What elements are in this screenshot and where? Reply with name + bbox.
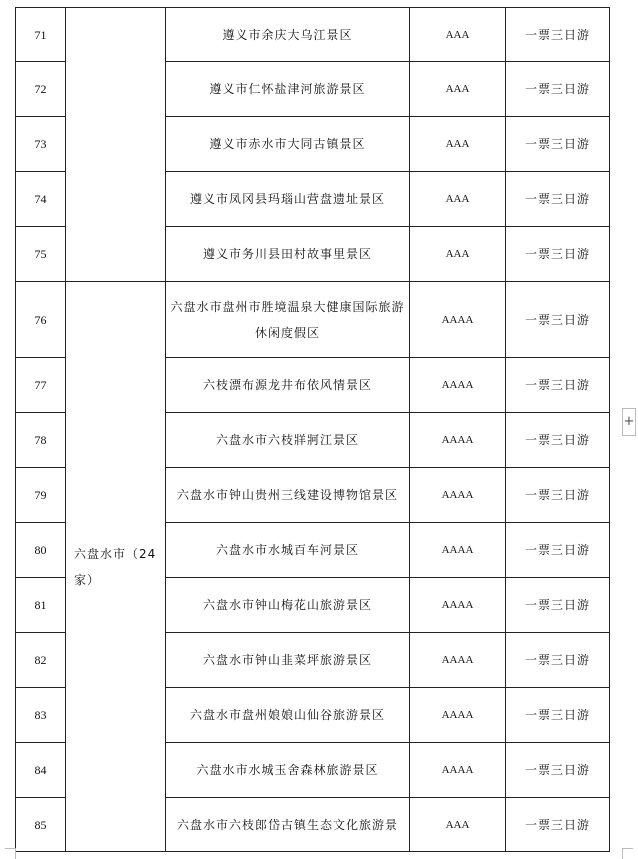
- ticket-policy: 一票三日游: [506, 62, 610, 117]
- spot-level: AAAA: [410, 688, 506, 743]
- ticket-policy: 一票三日游: [506, 172, 610, 227]
- ticket-policy: 一票三日游: [506, 282, 610, 358]
- row-number: 73: [16, 117, 66, 172]
- row-number: 72: [16, 62, 66, 117]
- ticket-policy: 一票三日游: [506, 8, 610, 62]
- plus-icon: +: [623, 414, 635, 429]
- add-row-button[interactable]: [622, 408, 636, 436]
- ticket-policy: 一票三日游: [506, 633, 610, 688]
- spot-level: AAA: [410, 172, 506, 227]
- spot-level: AAAA: [410, 468, 506, 523]
- spot-name: 遵义市凤冈县玛瑙山营盘遗址景区: [166, 172, 410, 227]
- ticket-policy: 一票三日游: [506, 468, 610, 523]
- spot-level: AAA: [410, 62, 506, 117]
- ticket-policy: 一票三日游: [506, 227, 610, 282]
- spot-level: AAAA: [410, 413, 506, 468]
- spot-name: 遵义市余庆大乌江景区: [166, 8, 410, 62]
- spot-name: 六盘水市盘州市胜境温泉大健康国际旅游休闲度假区: [166, 282, 410, 358]
- row-number: 76: [16, 282, 66, 358]
- ticket-policy: 一票三日游: [506, 688, 610, 743]
- row-number: 80: [16, 523, 66, 578]
- spot-level: AAAA: [410, 578, 506, 633]
- spot-level: AAAA: [410, 282, 506, 358]
- table-row: [16, 8, 610, 62]
- spot-name: 六枝漂布源龙井布依风情景区: [166, 358, 410, 413]
- spot-name: 六盘水市六枝郎岱古镇生态文化旅游景: [166, 798, 410, 852]
- page-corner-mark-right: [622, 848, 633, 859]
- spot-name: 遵义市仁怀盐津河旅游景区: [166, 62, 410, 117]
- row-number: 83: [16, 688, 66, 743]
- row-number: 84: [16, 743, 66, 798]
- table-row: [16, 282, 610, 358]
- spot-level: AAAA: [410, 633, 506, 688]
- row-number: 75: [16, 227, 66, 282]
- ticket-policy: 一票三日游: [506, 358, 610, 413]
- row-number: 77: [16, 358, 66, 413]
- spot-name: 六盘水市六枝牂牁江景区: [166, 413, 410, 468]
- row-number: 74: [16, 172, 66, 227]
- spot-name: 六盘水市钟山梅花山旅游景区: [166, 578, 410, 633]
- row-number: 81: [16, 578, 66, 633]
- ticket-policy: 一票三日游: [506, 523, 610, 578]
- region-cell-liupanshui: 六盘水市（24家）: [66, 282, 166, 852]
- spot-level: AAA: [410, 8, 506, 62]
- spot-level: AAAA: [410, 358, 506, 413]
- row-number: 82: [16, 633, 66, 688]
- row-number: 71: [16, 8, 66, 62]
- spot-level: AAA: [410, 227, 506, 282]
- spot-name: 遵义市赤水市大同古镇景区: [166, 117, 410, 172]
- ticket-policy: 一票三日游: [506, 798, 610, 852]
- spot-name: 六盘水市盘州娘娘山仙谷旅游景区: [166, 688, 410, 743]
- ticket-policy: 一票三日游: [506, 413, 610, 468]
- row-number: 78: [16, 413, 66, 468]
- spot-level: AAAA: [410, 523, 506, 578]
- spot-name: 六盘水市钟山贵州三线建设博物馆景区: [166, 468, 410, 523]
- ticket-policy: 一票三日游: [506, 743, 610, 798]
- region-cell-zunyi: [66, 8, 166, 282]
- scenic-spots-table: [15, 7, 610, 852]
- ticket-policy: 一票三日游: [506, 117, 610, 172]
- spot-name: 六盘水市水城玉舍森林旅游景区: [166, 743, 410, 798]
- ticket-policy: 一票三日游: [506, 578, 610, 633]
- spot-level: AAA: [410, 798, 506, 852]
- row-number: 79: [16, 468, 66, 523]
- spot-level: AAAA: [410, 743, 506, 798]
- spot-name: 六盘水市钟山韭菜坪旅游景区: [166, 633, 410, 688]
- spot-level: AAA: [410, 117, 506, 172]
- spot-name: 遵义市务川县田村故事里景区: [166, 227, 410, 282]
- page-corner-mark-left: [5, 848, 16, 859]
- spot-name: 六盘水市水城百车河景区: [166, 523, 410, 578]
- row-number: 85: [16, 798, 66, 852]
